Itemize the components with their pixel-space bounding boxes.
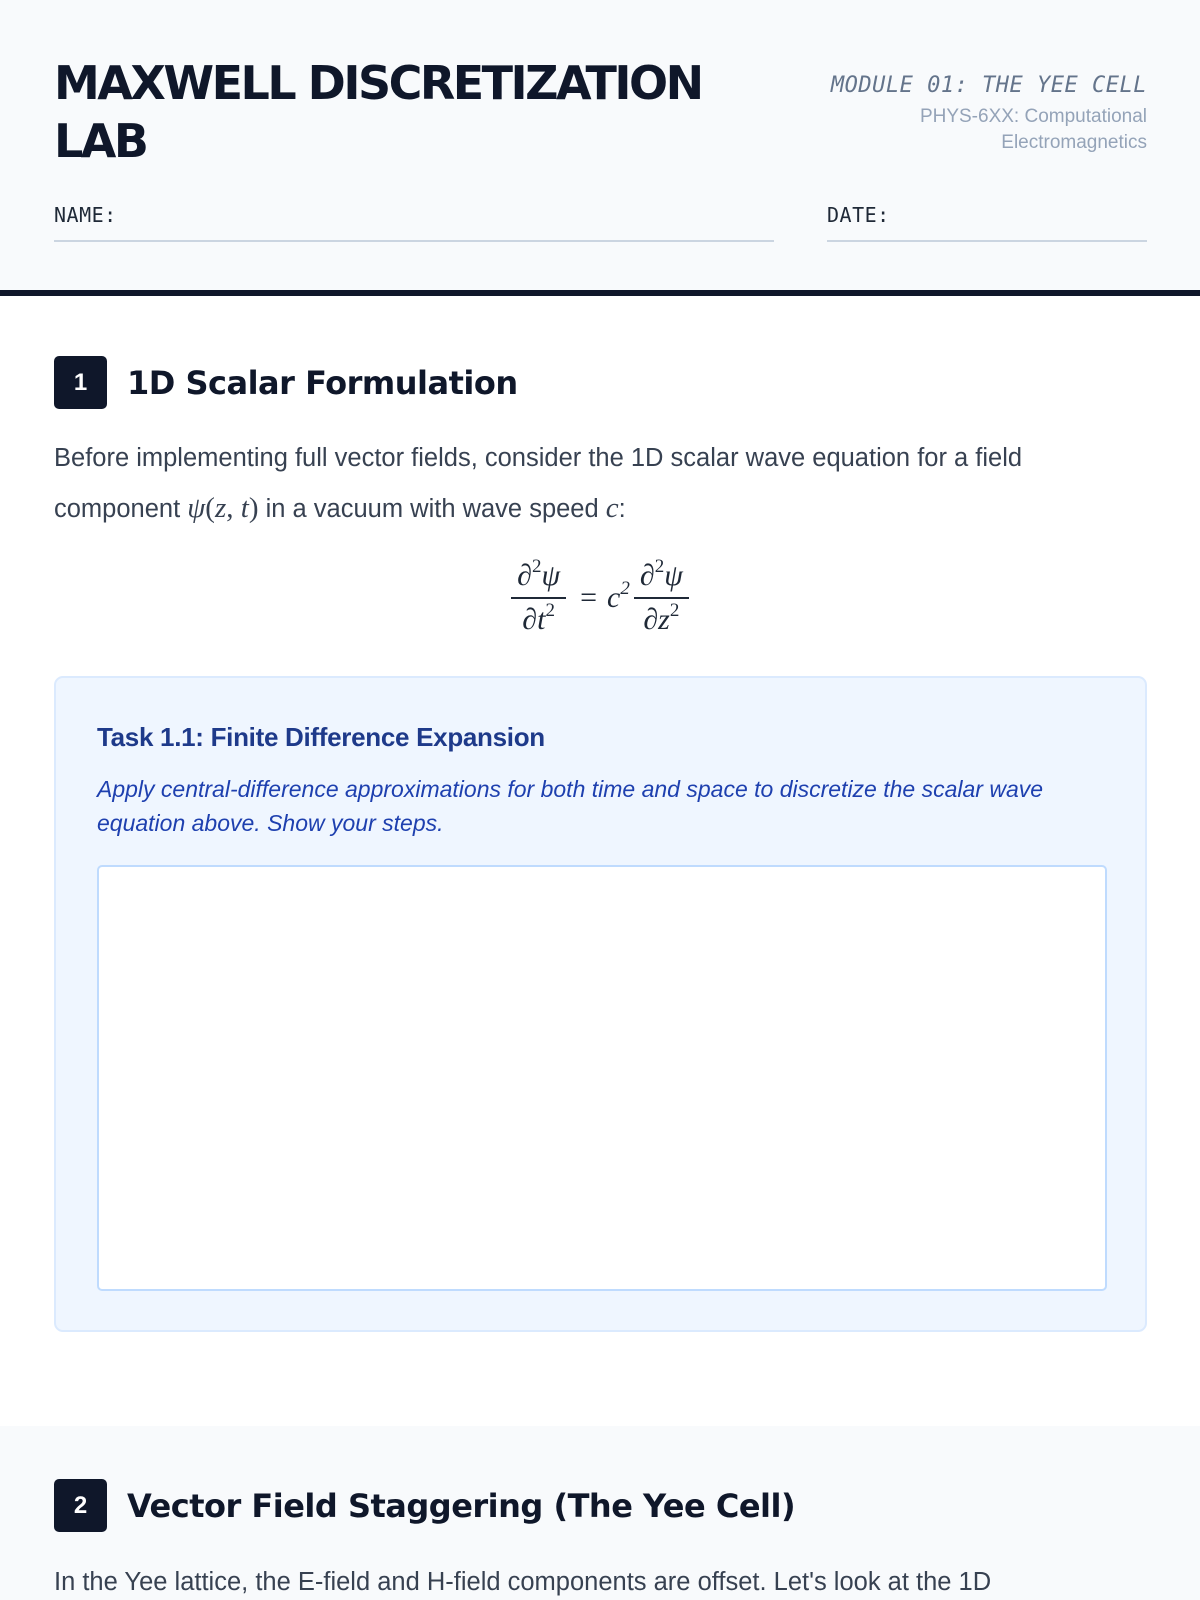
task-1-1-answer-area[interactable] (97, 865, 1107, 1291)
worksheet-title: MAXWELL DISCRETIZATION LAB (54, 56, 702, 168)
wave-speed-squared: $c^2$ (607, 578, 630, 614)
wave-equation (0, 558, 1200, 638)
math-c: c (605, 492, 619, 524)
task-title: Task 1.1: Finite Difference Expansion (97, 722, 545, 752)
intro-colon: : (618, 495, 626, 523)
equals-sign: = (580, 581, 598, 614)
module-info (831, 72, 1147, 156)
section-title: 1D Scalar Formulation (127, 363, 518, 402)
section-2-intro: In the Yee lattice, the E-field and H-field components are offset. Let's look at the 1D (54, 1568, 992, 1596)
intro-text: Before implementing full vector fields, consider the 1D scalar wave equation for a field component (54, 444, 1023, 523)
rhs-fraction: $\frac{\partial^2\psi}{\partial z^2}$ (634, 558, 689, 638)
worksheet-header (0, 0, 1200, 296)
section-number-badge: 1 (54, 356, 107, 409)
task-prompt: Apply central-difference approximations for both time and space to discretize the scalar wave equation above. Show your steps. (97, 776, 1044, 836)
math-psi-z-t: ψ(z, t) (187, 492, 259, 524)
section-number-badge: 2 (54, 1479, 107, 1532)
date-label: DATE: (827, 203, 890, 227)
lhs-fraction: $\frac{\partial^2\psi}{\partial t^2}$ (511, 558, 566, 638)
section-2-header (54, 1479, 795, 1532)
section-1-intro (54, 433, 1154, 534)
name-label: NAME: (54, 203, 117, 227)
module-code: MODULE 01: THE YEE CELL (830, 73, 1147, 98)
section-1-header (54, 356, 518, 409)
date-field[interactable] (827, 240, 1147, 242)
course-name: PHYS-6XX: Computational Electromagnetics (919, 106, 1147, 153)
task-1-1-box (54, 676, 1147, 1332)
name-field[interactable] (54, 240, 774, 242)
section-title: Vector Field Staggering (The Yee Cell) (127, 1486, 796, 1525)
intro-text: in a vacuum with wave speed (265, 495, 599, 523)
